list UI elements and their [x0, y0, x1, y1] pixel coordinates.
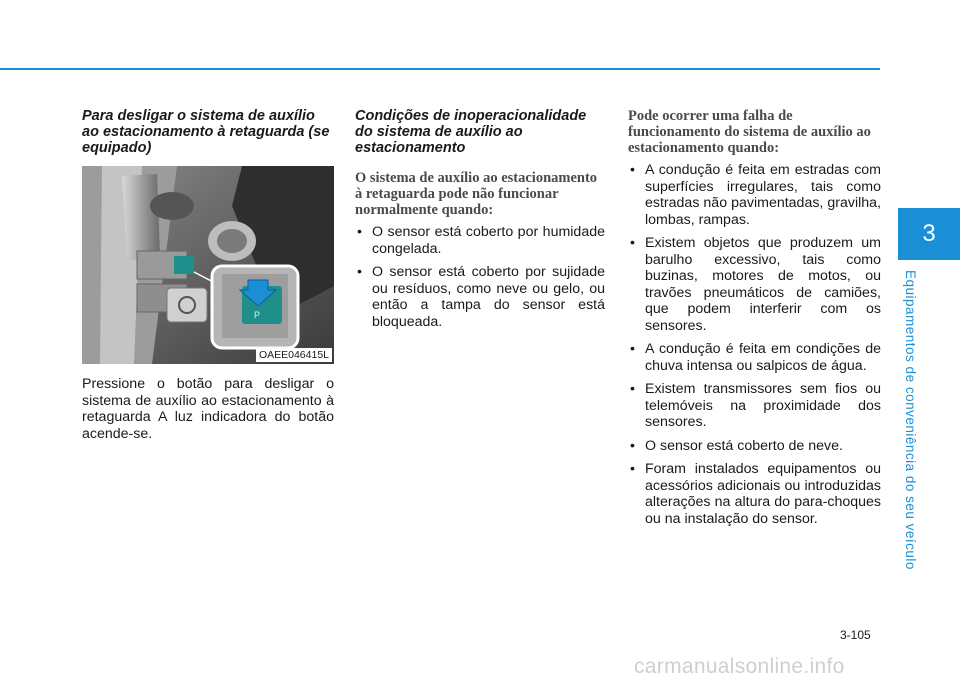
- console-photo: [82, 166, 334, 364]
- list-item: • Existem transmissores sem fios ou telemóveis na proximidade dos sensores.: [628, 381, 881, 431]
- chapter-tab: [898, 208, 960, 260]
- image-code: OAEE046415L: [256, 348, 332, 362]
- list-item: • Foram instalados equipamentos ou acessórios adicionais ou introduzidas alterações na altura do para-choques ou na instalação do sensor.: [628, 461, 881, 527]
- list-item: • O sensor está coberto por humidade congelada.: [355, 224, 605, 257]
- list-item: • O sensor está coberto de neve.: [628, 438, 881, 455]
- header-rule: [0, 68, 880, 70]
- malfunction-list: [628, 162, 881, 527]
- inoperable-list: [355, 224, 605, 330]
- list-item: • Existem objetos que produzem um barulho excessivo, tais como buzinas, motores de motos, ou travões pneumáticos de camiões, que podem interferir com os sensores.: [628, 235, 881, 334]
- svg-text:P: P: [254, 310, 261, 320]
- list-item: • A condução é feita em estradas com superfícies irregulares, tais como estradas não pavimentadas, gravilha, lombas, rampas.: [628, 162, 881, 228]
- instruction-text: Pressione o botão para desligar o sistema de auxílio ao estacionamento à retaguarda A luz indicadora do botão acende-se.: [82, 376, 334, 442]
- section-heading-disable: Para desligar o sistema de auxílio ao estacionamento à retaguarda (se equipado): [82, 108, 330, 156]
- subheading-malfunction: Pode ocorrer uma falha de funcionamento do sistema de auxílio ao estacionamento quando:: [628, 108, 871, 156]
- section-heading-inoperable: Condições de inoperacionalidade do sistema de auxílio ao estacionamento: [355, 108, 587, 156]
- page-number: 3-105: [840, 628, 871, 642]
- list-item: • O sensor está coberto por sujidade ou resíduos, como neve ou gelo, ou então a tampa do sensor está bloqueada.: [355, 264, 605, 330]
- column-1: [82, 108, 334, 442]
- subheading-inoperable: O sistema de auxílio ao estacionamento à retaguarda pode não funcionar normalmente quando:: [355, 170, 598, 218]
- chapter-title: Equipamentos de conveniência do seu veículo: [903, 270, 918, 570]
- chapter-number: 3: [922, 220, 936, 247]
- column-2: [355, 108, 605, 337]
- list-item: • A condução é feita em condições de chuva intensa ou salpicos de água.: [628, 341, 881, 374]
- watermark: carmanualsonline.info: [634, 655, 845, 678]
- chapter-title-sidebar: [888, 270, 938, 570]
- column-3: [628, 108, 881, 534]
- parking-button-illustration: [82, 166, 334, 364]
